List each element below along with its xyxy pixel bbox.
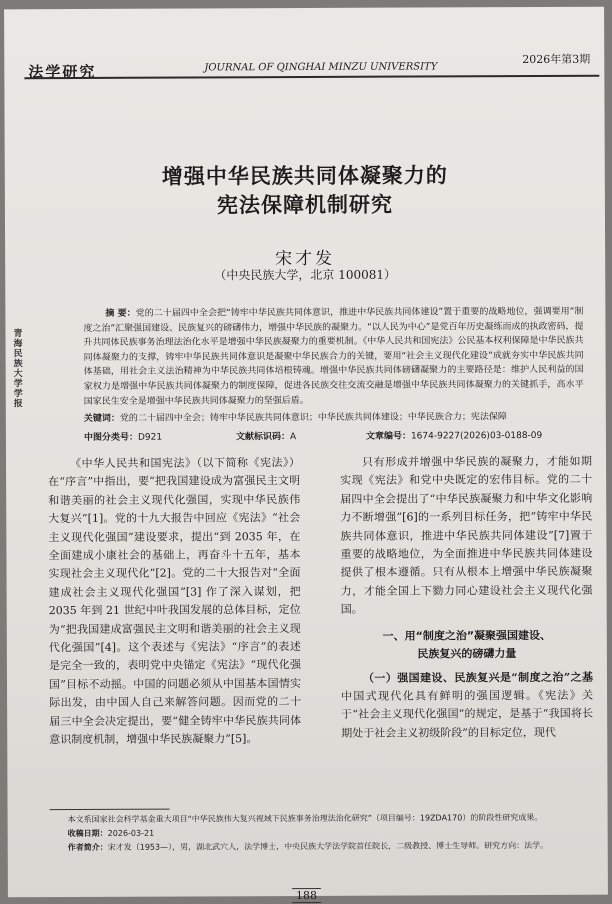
fund-note: 本文系国家社会科学基金重大项目“中华民族伟大复兴视域下民族事务治理法治化研究”（项目编号：19ZDA170）的阶段性研究成果。 — [67, 812, 543, 825]
keywords — [84, 411, 584, 426]
body-paragraph: 《中华人民共和国宪法》（以下简称《宪法》）在“序言”中指出，要“把我国建设成为富强民主文明和谐美丽的社会主义现代化强国，实现中华民族伟大复兴”[1]。党的十九大报告中回应《宪法》“社会主义现代化强国”建设要求，提出“到 2035 年，在全面建成小康社会的基础上，再奋斗十五年，基本实现社会主义现代化”[2]。党的二十大报告对“全面建成社会主义现代化强国”[3] 作了深入谋划，把 2035 年到 21 世纪中叶我国发展的总体目标，定位为“把我国建成富强民主文明和谐美丽的社会主义现代化强国”[4]。这个表述与《宪法》“序言”的表述是完全一致的，表明党中央锚定《宪法》“现代化强国”目标不动摇。中国的问题必须从中国基本国情实际出发，由中国人自己来解答问题。因而党的二十届三中全会决定提出，要“健全铸牢中华民族共同体意识制度机制，增强中华民族凝聚力”[5]。 — [48, 456, 302, 747]
author-affiliation: （中央民族大学，北京 100081） — [214, 267, 397, 283]
subsection-heading: （一）强国建设、民族复兴是“制度之治”之基 — [362, 670, 594, 685]
author-name: 宋才发 — [275, 248, 336, 270]
journal-name: JOURNAL OF QINGHAI MINZU UNIVERSITY — [204, 61, 438, 74]
footnotes — [68, 811, 598, 855]
author-bio: 作者简介：宋才发（1953—），男，湖北武穴人，法学博士，中央民族大学法学院首任院长，二级教授、博士生导师。研究方向：法学。 — [67, 840, 549, 853]
abstract-text: 党的二十届四中全会把“铸牢中华民族共同体意识，推进中华民族共同体建设”置于重要的战略地位，强调要用“制度之治”汇聚强国建设、民族复兴的磅礴伟力，增强中华民族的凝聚力。“以人民为中心”是党百年历史凝练而成的执政密码，提升共同体民族事务治理法治化水平是增强中华民族凝聚力的重要机制。《中华人民共和国宪法》公民基本权利保障是中华民族共同体凝聚力的支撑，铸牢中华民族共同体意识是凝聚中华民族合力的关键，要用“社会主义现代化建设”成就夯实中华民族共同体基础，用社会主义法治精神为中华民族共同体培根铸魂。增强中华民族共同体磅礴凝聚力的主要路径是：维护人民利益的国家权力是增强中华民族共同体凝聚力的制度保障，促进各民族交往交流交融是增强中华民族共同体凝聚力的关键抓手，高水平国家民生安全是增强中华民族共同体凝聚力的坚强后盾。 — [83, 306, 584, 407]
footnote-rule — [50, 809, 170, 811]
clc-code: 中图分类号：D921 — [83, 432, 163, 443]
title-line-2: 宪法保障机制研究 — [216, 192, 393, 218]
keywords-label: 关键词： — [83, 413, 120, 424]
section-heading: 一、用“制度之治”凝聚强国建设、 民族复兴的磅礴力量 — [382, 628, 552, 661]
abstract-label: 摘 要： — [105, 308, 136, 319]
title-line-1: 增强中华民族共同体凝聚力的 — [161, 163, 448, 189]
article-number: 文章编号：1674-9227(2026)03-0188-09 — [365, 430, 543, 442]
header-rule — [24, 75, 599, 80]
right-column — [340, 453, 593, 743]
keywords-text: 党的二十届四中全会；铸牢中华民族共同体意识；中华民族共同体建设；中华民族合力；宪法保障 — [119, 412, 507, 424]
issue-label: 2026年第3期 — [522, 52, 591, 67]
received-date: 收稿日期：2026-03-21 — [67, 828, 155, 839]
page-number: 188 — [292, 888, 321, 903]
document-code: 文献标识码：A — [235, 432, 297, 443]
section-label: 法学研究 — [28, 62, 97, 82]
body-paragraph: 只有形成并增强中华民族的凝聚力，才能如期实现《宪法》和党中央既定的宏伟目标。党的二十届四中全会提出了“中华民族凝聚力和中华文化影响力不断增强”[6]的一系列目标任务，把“铸牢中华民族共同体意识，推进中华民族共同体建设”[7]置于重要的战略地位，为全面推进中华民族共同体建设提供了根本遵循。只有从根本上增强中华民族凝聚力，才能全国上下勠力同心建设社会主义现代化强国。 — [340, 454, 593, 617]
left-column — [48, 454, 301, 750]
abstract — [83, 305, 583, 409]
side-journal-text: 青海民族大学学报 — [13, 329, 23, 410]
body-paragraph: （一）强国建设、民族复兴是“制度之治”之基中国式现代化具有鲜明的强国逻辑。《宪法》关于“社会主义现代化强国”的规定，是基于“我国将长期处于社会主义初级阶段”的目标定位，现代 — [341, 670, 594, 740]
journal-page — [4, 7, 608, 903]
